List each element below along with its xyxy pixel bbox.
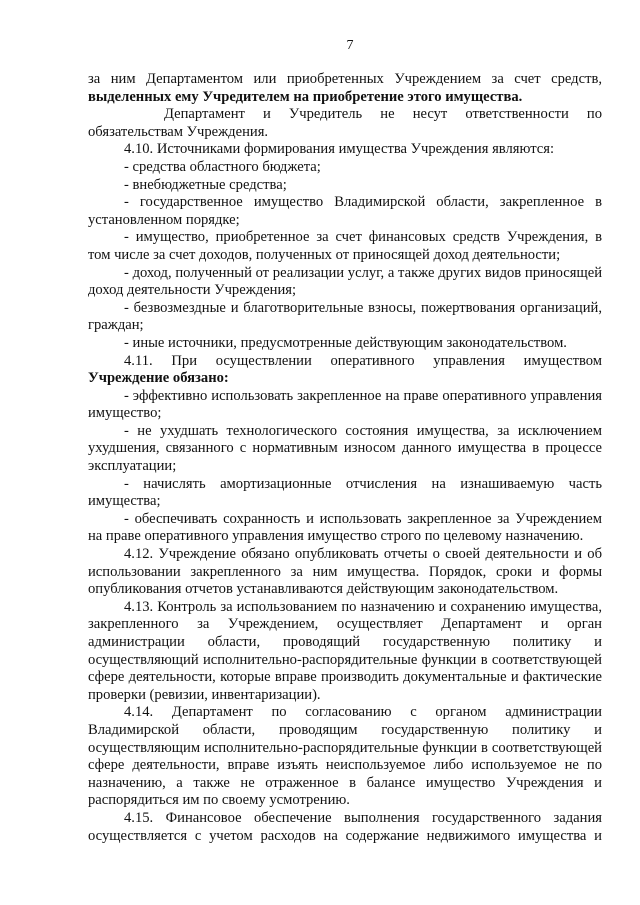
paragraph-4-11-bold-text: Учреждение обязано: bbox=[88, 370, 229, 387]
list-item: - имущество, приобретенное за счет финансовых средств Учреждения, в том числе за счет доходов, полученных от приносящей доход деятельности; bbox=[88, 229, 602, 263]
paragraph-4-10: 4.10. Источниками формирования имущества Учреждения являются: bbox=[124, 141, 555, 158]
paragraph-4-15: 4.15. Финансовое обеспечение выполнения государственного задания осуществляется с учетом расходов на содержание недвижимого имущества и bbox=[88, 809, 602, 844]
paragraph-4-12: 4.12. Учреждение обязано опубликовать отчеты о своей деятельности и об использовании закрепленного за ним имущества. Порядок, сроки и формы опубликования отчетов устанавливаются действующим законодательством. bbox=[88, 546, 602, 598]
paragraph-4-13: 4.13. Контроль за использованием по назначению и сохранению имущества, закрепленного за Учреждением, осуществляет Департамент и орган администрации области, проводящий государственную политику и осуществляющий исполнительно-распорядительные функции в соответствующей сфере деятельности, которые вправе производить документальные и фактические проверки (ревизии, инвентаризации). bbox=[88, 598, 602, 703]
paragraph-4-14: 4.14. Департамент по согласованию с органом администрации Владимирской области, проводящим государственную политику и осуществляющим исполнительно-распорядительные функции в соответствующей сфере деятельности, вправе изъять неиспользуемое либо используемое не по назначению, а также не отраженное в балансе имущество Учреждения и распорядиться им по своему усмотрению. bbox=[88, 704, 602, 809]
document-body bbox=[88, 71, 602, 845]
list-item: - обеспечивать сохранность и использовать закрепленное за Учреждением на праве оперативного управления имущество строго по целевому назначению. bbox=[88, 510, 602, 545]
continuation-text: за ним Департаментом или приобретенных Учреждением за счет средств, bbox=[88, 71, 602, 87]
paragraph-continuation-bold bbox=[88, 89, 602, 107]
page-number: 7 bbox=[346, 38, 354, 53]
list-item: - государственное имущество Владимирской области, закрепленное в установленном порядке; bbox=[88, 194, 602, 228]
paragraph-4-11-bold bbox=[88, 370, 602, 388]
list-item: - безвозмездные и благотворительные взносы, пожертвования организаций, граждан; bbox=[88, 299, 602, 334]
paragraph-liability: Департамент и Учредитель не несут ответственности по обязательствам Учреждения. bbox=[88, 106, 602, 140]
list-item: - доход, полученный от реализации услуг, а также других видов приносящей доход деятельности Учреждения; bbox=[88, 264, 602, 299]
list-item: - внебюджетные средства; bbox=[124, 176, 287, 193]
list-item: - средства областного бюджета; bbox=[124, 158, 321, 175]
list-item: - эффективно использовать закрепленное на праве оперативного управления имущество; bbox=[88, 387, 602, 422]
list-item: - не ухудшать технологического состояния имущества, за исключением ухудшения, связанного с нормативным износом данного имущества в процессе эксплуатации; bbox=[88, 422, 602, 475]
paragraph-4-11 bbox=[88, 353, 602, 371]
list-item: - начислять амортизационные отчисления на изнашиваемую часть имущества; bbox=[88, 475, 602, 510]
list-item: - иные источники, предусмотренные действующим законодательством. bbox=[124, 334, 567, 351]
continuation-bold-text: выделенных ему Учредителем на приобретение этого имущества. bbox=[88, 88, 523, 105]
paragraph-4-11-text: 4.11. При осуществлении оперативного управления имуществом bbox=[124, 352, 602, 369]
paragraph-continuation bbox=[88, 71, 602, 89]
